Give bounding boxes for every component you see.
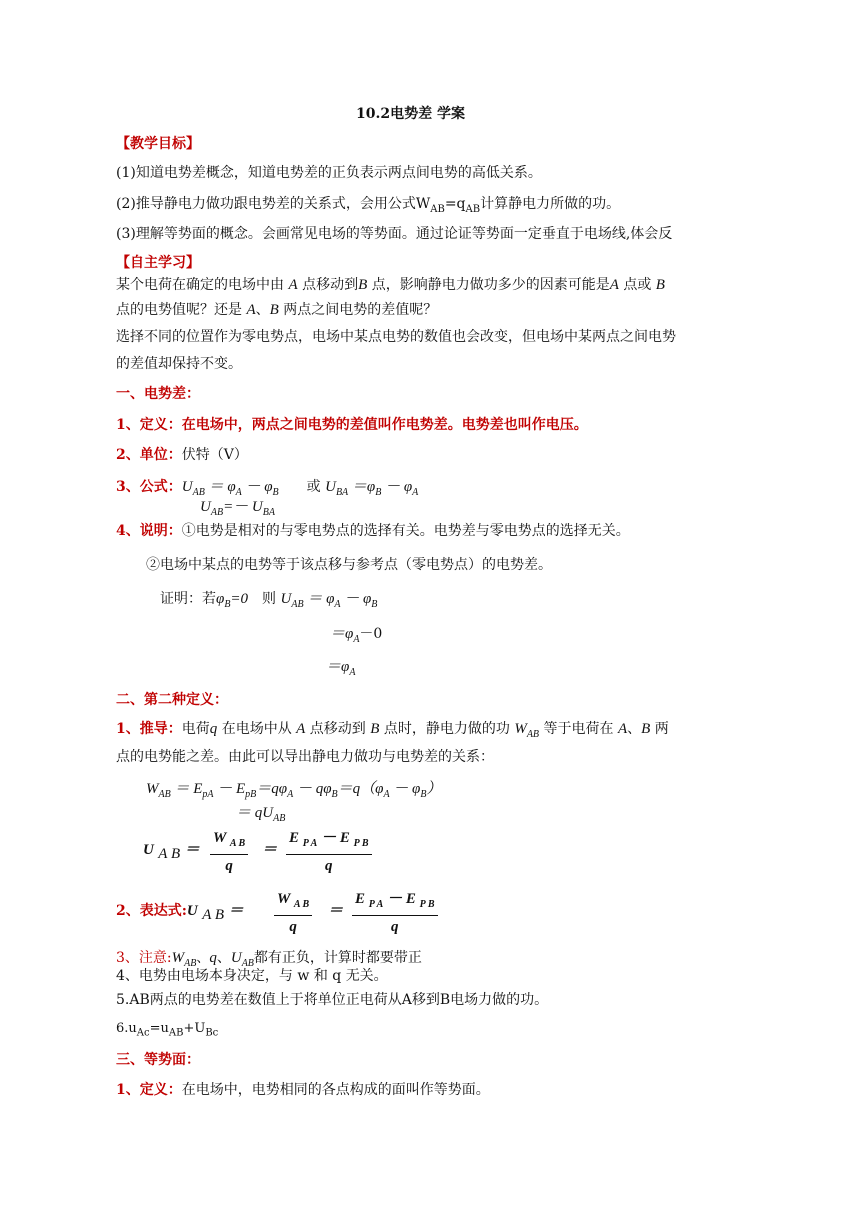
equals-sign: ＝ [262,842,278,858]
proof-line-1: 证明：若$\varphi_B=0$ 则 $U_{AB} = \varphi_A - \varphi_B$ [160,591,378,610]
note-4: 4、电势由电场本身决定，与 w 和 q 无关。 [116,968,388,984]
note-3: 3、注意$:W_{AB}$、q、$U_{AB}$都有正负，计算时都要带正 [116,950,422,969]
section3-definition: 1、定义：在电场中，电势相同的各点构成的面叫作等势面。 [116,1082,490,1098]
page-title: 10.2电势差 学案 [356,106,465,122]
note-5: 5.AB两点的电势差在数值上于将单位正电荷从A移到B电场力做的功。 [116,992,549,1008]
section2-derive-2: 点的电势能之差。由此可以导出静电力做功与电势差的关系： [116,749,494,765]
section1-note2: ②电场中某点的电势等于该点移与参考点（零电势点）的电势差。 [146,557,552,573]
uab-symbol: U $_{A B}$ ＝ [143,842,200,862]
section1-unit: 2、单位：伏特（V） [116,447,248,463]
section1-heading: 一、电势差： [116,386,200,402]
section2-derive-1: 1、推导：电荷q 在电场中从 A 点移动到 B 点时，静电力做的功 $W_{AB}$ 等于电荷在 A、B 两 [116,721,669,740]
self-study-p2: 点的电势值呢？还是 A、B 两点之间电势的差值呢？ [116,302,438,318]
work-equation-1: $W_{AB} = E_{pA} - E_{pB}=q\varphi_A - q\varphi_B=q(\varphi_A - \varphi_B)$ [146,781,442,800]
goal-item-1: (1)知道电势差概念，知道电势差的正负表示两点间电势的高低关系。 [116,165,542,181]
proof-line-3: $=\varphi_A$ [326,659,356,678]
self-study-p1: 某个电荷在确定的电场中由 A 点移动到B 点，影响静电力做功多少的因素可能是A 点或 B [116,277,665,293]
work-equation-2: ＝ $qU_{AB}$ [236,805,286,824]
proof-line-2: $=\varphi_A-0$ [330,626,383,645]
self-study-p3: 选择不同的位置作为零电势点，电场中某点电势的数值也会改变，但电场中某两点之间电势 [116,329,676,345]
section1-formula: 3、公式：$U_{AB} = \varphi_A - \varphi_B$ 或 $U_{BA} =\varphi_B - \varphi_A$ [116,479,419,498]
self-study-heading: 【自主学习】 [116,255,200,271]
goal-item-2: (2)推导静电力做功跟电势差的关系式，会用公式$W_{AB}=q_{AB}$计算静电力所做的功。 [116,196,621,215]
section1-definition: 1、定义：在电场中，两点之间电势的差值叫作电势差。电势差也叫作电压。 [116,417,588,433]
self-study-p4: 的差值却保持不变。 [116,356,242,372]
expression-fraction-ep-q: E $_{P A}$ － E $_{P B}$ q [352,889,438,938]
expression-equals: ＝ [328,903,344,919]
section2-heading: 二、第二种定义： [116,692,228,708]
section3-heading: 三、等势面： [116,1052,200,1068]
expression-fraction-wab-q: W $_{A B}$ q [274,889,312,938]
section1-note1: 4、说明：①电势是相对的与零电势点的选择有关。电势差与零电势点的选择无关。 [116,523,630,539]
note-6: $6.u_{Ac}=u_{AB}+U_{Bc}$ [116,1021,219,1039]
expression-label: 2、表达式:U $_{A B}$ ＝ [116,903,244,923]
section1-formula-2: $U_{AB}=- U_{BA}$ [200,499,275,518]
fraction-wab-q: W $_{A B}$ q [210,828,248,877]
goals-heading: 【教学目标】 [116,136,200,152]
goal-item-3: (3)理解等势面的概念。会画常见电场的等势面。通过论证等势面一定垂直于电场线,体会反 [116,226,673,242]
fraction-ep-q: E $_{P A}$ － E $_{P B}$ q [286,828,372,877]
